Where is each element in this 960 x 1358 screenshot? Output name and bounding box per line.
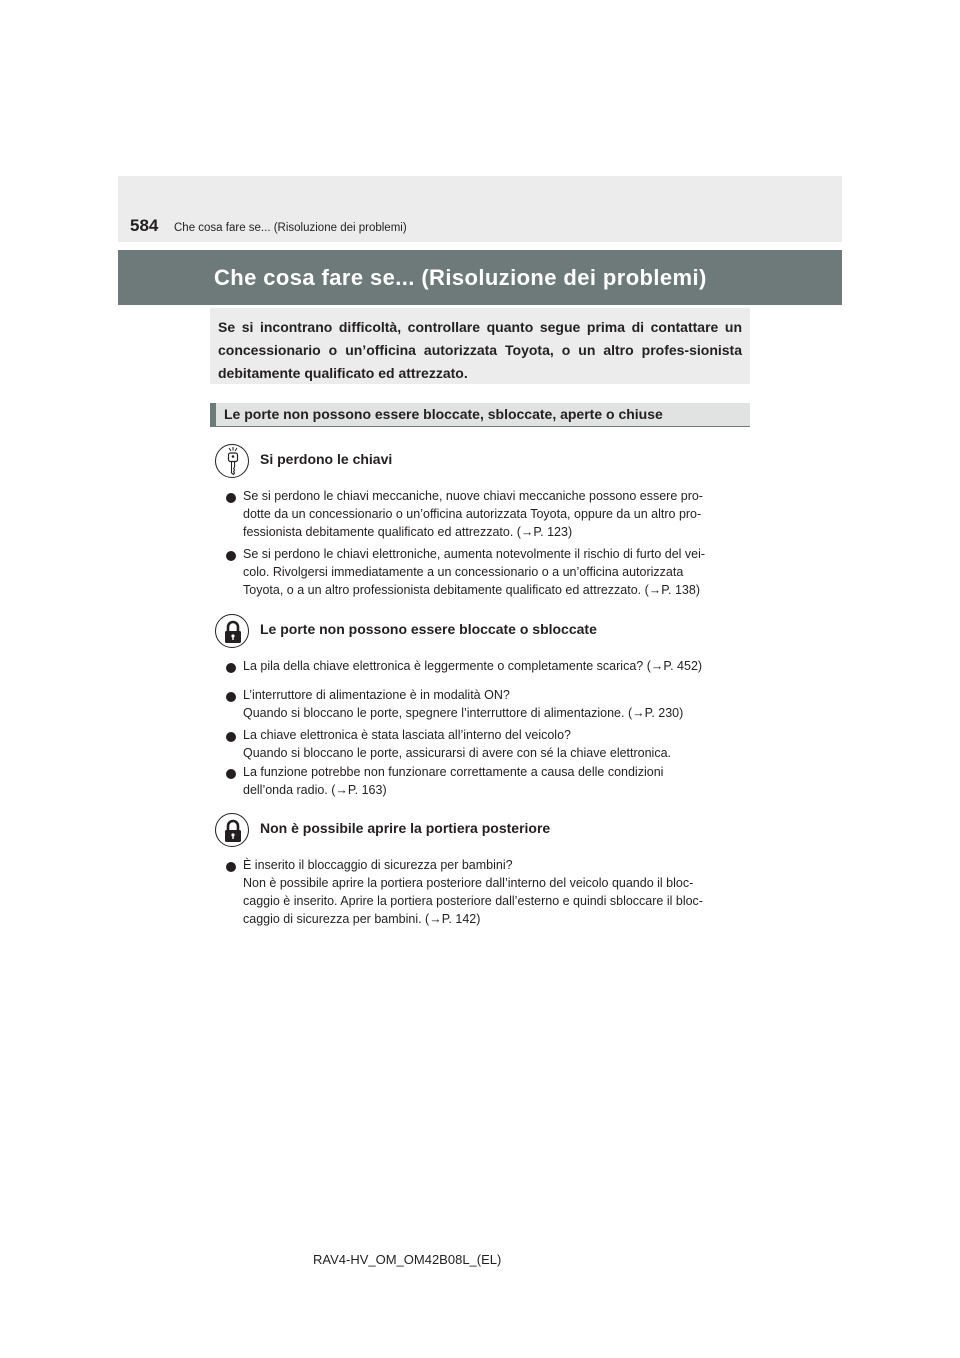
list-item: È inserito il bloccaggio di sicurezza per bambini? Non è possibile aprire la portiera posteriore dall’interno del veicolo quando il bloc- caggio è inserito. Aprire la portiera posteriore dall’esterno e quindi sbloccare il bloc- caggio di sicurezza per bambini. (→P. 142) <box>243 858 703 926</box>
page-number: 584 <box>130 216 159 235</box>
intro-box <box>210 308 750 384</box>
running-header: Che cosa fare se... (Risoluzione dei problemi) <box>174 222 407 234</box>
key-icon <box>215 444 249 478</box>
bullet <box>226 862 236 872</box>
list-item: La funzione potrebbe non funzionare correttamente a causa delle condizioni dell’onda radio. (→P. 163) <box>243 765 664 797</box>
list-item: La pila della chiave elettronica è leggermente o completamente scarica? (→P. 452) <box>243 659 703 673</box>
section-accent <box>210 403 216 427</box>
intro-text: Se si incontrano difficoltà, controllare quanto segue prima di contattare un concessionario o un’officina autorizzata Toyota, o un altro profes-sionista debitamente qualificato ed attrezzato. <box>218 319 742 381</box>
subsection-heading-rear-door: Non è possibile aprire la portiera posteriore <box>260 820 551 836</box>
subsection-heading-lost-keys: Si perdono le chiavi <box>260 451 393 467</box>
bullet <box>226 493 236 503</box>
bullet <box>226 692 236 702</box>
bullet <box>226 732 236 742</box>
padlock-icon <box>215 813 249 847</box>
list-item: L’interruttore di alimentazione è in modalità ON? Quando si bloccano le porte, spegnere l’interruttore di alimentazione. (→P. 230) <box>243 688 684 720</box>
padlock-icon <box>215 614 249 648</box>
section-heading: Le porte non possono essere bloccate, sbloccate, aperte o chiuse <box>210 403 750 427</box>
page-title: Che cosa fare se... (Risoluzione dei problemi) <box>118 250 842 305</box>
list-item: Se si perdono le chiavi meccaniche, nuove chiavi meccaniche possono essere pro- dotte da un concessionario o un’officina autorizzata Toyota, oppure da un altro pro- fessionista debitamente qualificato ed attrezzato. (→P. 123) <box>243 489 703 539</box>
subsection-heading-lock: Le porte non possono essere bloccate o sbloccate <box>260 621 597 637</box>
bullet <box>226 769 236 779</box>
document-code: RAV4-HV_OM_OM42B08L_(EL) <box>313 1252 502 1267</box>
list-item: La chiave elettronica è stata lasciata all’interno del veicolo? Quando si bloccano le porte, assicurarsi di avere con sé la chiave elettronica. <box>243 728 672 760</box>
bullet <box>226 551 236 561</box>
bullet <box>226 663 236 673</box>
list-item: Se si perdono le chiavi elettroniche, aumenta notevolmente il rischio di furto del vei- colo. Rivolgersi immediatamente a un concessionario o a un’officina autorizzata Toyota, o a un altro professionista debitamente qualificato ed attrezzato. (→P. 138) <box>243 547 706 597</box>
